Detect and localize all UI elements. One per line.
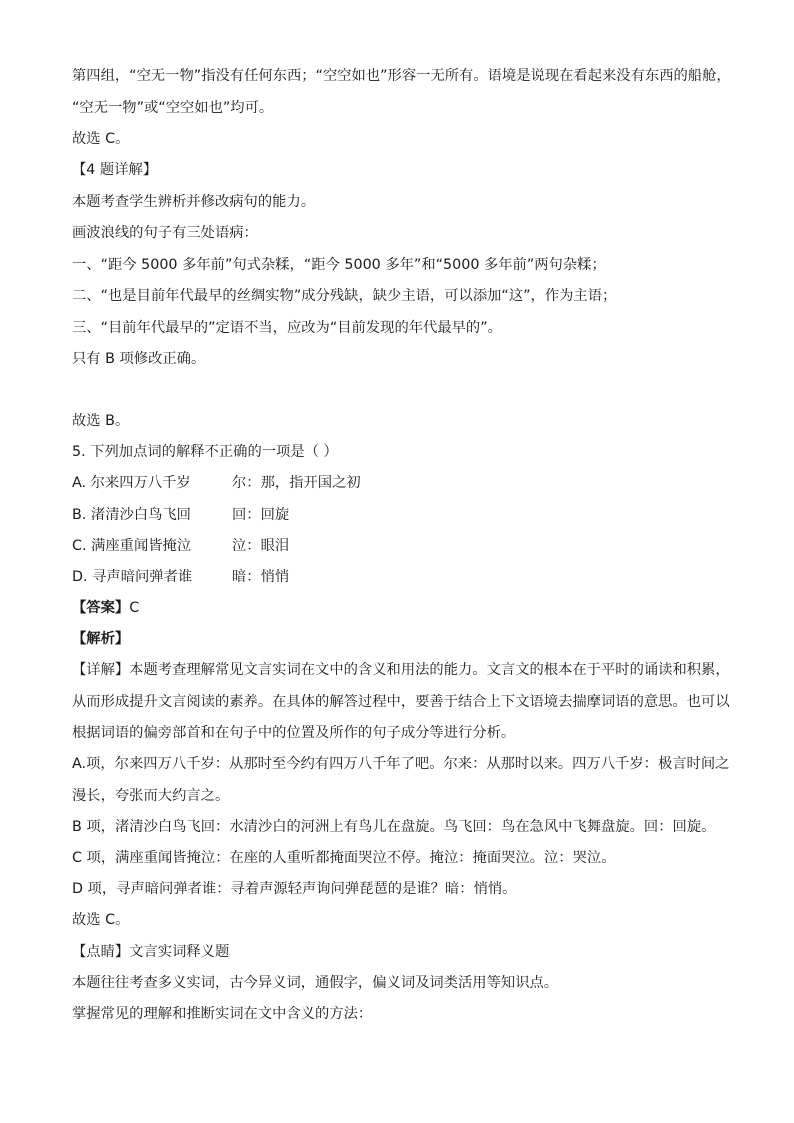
paragraph-line: 漫长，夸张而大约言之。 <box>72 788 230 804</box>
paragraph-line: 【详解】本题考查理解常见文言实词在文中的含义和用法的能力。文言文的根本在于平时的诵读和积累， <box>72 662 730 678</box>
paragraph-line: 三、“目前年代最早的”定语不当，应改为“目前发现的年代最早的”。 <box>72 320 502 336</box>
option-gloss: 泣：眼泪 <box>232 538 290 554</box>
paragraph-line: 本题往往考查多义实词，古今异义词，通假字，偏义词及词类活用等知识点。 <box>72 975 559 991</box>
paragraph-line: 画波浪线的句子有三处语病： <box>72 225 258 241</box>
tip-heading: 【点睛】文言实词释义题 <box>72 944 230 960</box>
answer-line <box>72 598 754 618</box>
paragraph-line: 二、“也是目前年代最早的丝绸实物”成分残缺，缺少主语，可以添加“这”，作为主语； <box>72 288 617 304</box>
paragraph-line: B 项，渚清沙白鸟飞回：水清沙白的河洲上有鸟儿在盘旋。鸟飞回：鸟在急风中飞舞盘旋。回：回旋。 <box>72 819 716 835</box>
paragraph-line: 根据词语的偏旁部首和在句子中的位置及所作的句子成分等进行分析。 <box>72 725 516 741</box>
paragraph-line: 故选 C。 <box>72 912 130 928</box>
paragraph-line: “空无一物”或“空空如也”均可。 <box>72 100 274 116</box>
option-text: B. 渚清沙白鸟飞回 <box>72 507 191 523</box>
answer-value: C <box>129 600 140 616</box>
option-gloss: 回：回旋 <box>232 507 290 523</box>
paragraph-line: 掌握常见的理解和推断实词在文中含义的方法： <box>72 1006 373 1022</box>
paragraph-line: 一、“距今 5000 多年前”句式杂糅，“距今 5000 多年”和“5000 多年前”两句杂糅； <box>72 257 606 273</box>
option-gloss: 暗：悄悄 <box>232 569 290 585</box>
paragraph-line: A.项，尔来四万八千岁：从那时至今约有四万八千年了吧。尔来：从那时以来。四万八千岁：极言时间之 <box>72 756 730 772</box>
paragraph-line: D 项，寻声暗问弹者谁：寻着声源轻声询问弹琵琶的是谁？暗：悄悄。 <box>72 881 517 897</box>
option-text: D. 寻声暗问弹者谁 <box>72 569 193 585</box>
question-stem: 5. 下列加点词的解释不正确的一项是（ ） <box>72 444 338 460</box>
paragraph-line: 故选 B。 <box>72 413 130 429</box>
analysis-label: 【解析】 <box>72 631 130 647</box>
paragraph-line: 第四组，“空无一物”指没有任何东西；“空空如也”形容一无所有。语境是说现在看起来没有东西的船舱， <box>72 68 731 84</box>
paragraph-line: 只有 B 项修改正确。 <box>72 351 206 367</box>
option-text: C. 满座重闻皆掩泣 <box>72 538 192 554</box>
paragraph-line: 故选 C。 <box>72 131 130 147</box>
paragraph-line: C 项，满座重闻皆掩泣：在座的人重听都掩面哭泣不停。掩泣：掩面哭泣。泣：哭泣。 <box>72 850 616 866</box>
paragraph-line: 本题考查学生辨析并修改病句的能力。 <box>72 194 316 210</box>
section-heading: 【4 题详解】 <box>72 162 158 178</box>
option-gloss: 尔：那，指开国之初 <box>232 475 361 491</box>
answer-label: 【答案】 <box>72 600 130 616</box>
paragraph-line: 从而形成提升文言阅读的素养。在具体的解答过程中，要善于结合上下文语境去揣摩词语的意思。也可以 <box>72 694 730 710</box>
option-text: A. 尔来四万八千岁 <box>72 475 191 491</box>
